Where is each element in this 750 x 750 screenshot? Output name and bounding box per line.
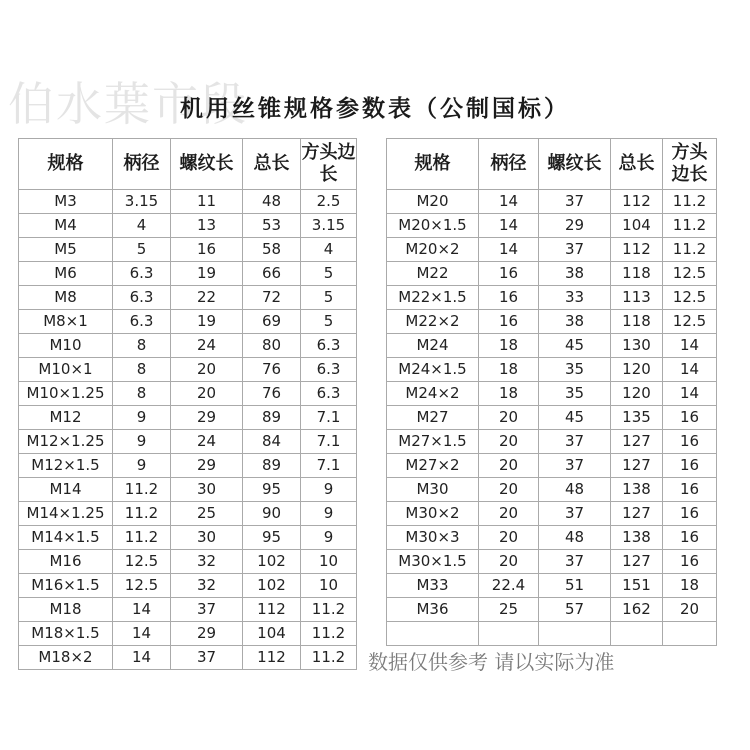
cell-thread-length: 45 — [539, 406, 611, 430]
cell-shank-diameter: 8 — [113, 358, 171, 382]
cell-thread-length: 57 — [539, 598, 611, 622]
cell-shank-diameter: 18 — [479, 334, 539, 358]
cell-total-length: 90 — [243, 502, 301, 526]
cell-spec: M22×1.5 — [387, 286, 479, 310]
cell-shank-diameter: 3.15 — [113, 190, 171, 214]
cell-total-length: 151 — [611, 574, 663, 598]
cell-spec: M6 — [19, 262, 113, 286]
cell-shank-diameter: 14 — [113, 646, 171, 670]
cell-thread-length: 30 — [171, 478, 243, 502]
cell-thread-length: 11 — [171, 190, 243, 214]
cell-thread-length: 16 — [171, 238, 243, 262]
cell-shank-diameter: 6.3 — [113, 310, 171, 334]
cell-shank-diameter: 9 — [113, 454, 171, 478]
cell-spec — [387, 622, 479, 646]
table-row — [387, 550, 717, 574]
cell-total-length: 127 — [611, 430, 663, 454]
cell-spec: M30×1.5 — [387, 550, 479, 574]
cell-square-side: 5 — [301, 262, 357, 286]
cell-spec: M24 — [387, 334, 479, 358]
cell-spec: M14×1.25 — [19, 502, 113, 526]
cell-square-side: 11.2 — [663, 238, 717, 262]
table-row — [387, 214, 717, 238]
cell-shank-diameter — [479, 622, 539, 646]
cell-square-side: 7.1 — [301, 430, 357, 454]
table-row — [387, 478, 717, 502]
disclaimer-note: 数据仅供参考 请以实际为准 — [368, 650, 615, 674]
header-spec: 规格 — [387, 139, 479, 190]
table-row — [19, 262, 357, 286]
cell-shank-diameter: 20 — [479, 430, 539, 454]
cell-spec: M10×1 — [19, 358, 113, 382]
table-row — [387, 334, 717, 358]
cell-thread-length: 33 — [539, 286, 611, 310]
cell-shank-diameter: 20 — [479, 406, 539, 430]
cell-spec: M30×2 — [387, 502, 479, 526]
cell-thread-length: 35 — [539, 358, 611, 382]
cell-shank-diameter: 11.2 — [113, 502, 171, 526]
cell-total-length: 138 — [611, 478, 663, 502]
cell-thread-length: 45 — [539, 334, 611, 358]
cell-shank-diameter: 8 — [113, 382, 171, 406]
header-total-length: 总长 — [243, 139, 301, 190]
cell-thread-length: 37 — [171, 598, 243, 622]
cell-square-side: 10 — [301, 574, 357, 598]
cell-spec: M24×1.5 — [387, 358, 479, 382]
cell-spec: M18 — [19, 598, 113, 622]
table-row — [387, 358, 717, 382]
cell-thread-length: 19 — [171, 262, 243, 286]
cell-square-side: 11.2 — [301, 622, 357, 646]
cell-total-length: 112 — [243, 598, 301, 622]
cell-thread-length: 30 — [171, 526, 243, 550]
cell-spec: M10 — [19, 334, 113, 358]
table-row — [387, 262, 717, 286]
cell-spec: M27×2 — [387, 454, 479, 478]
cell-thread-length: 48 — [539, 526, 611, 550]
cell-spec: M14 — [19, 478, 113, 502]
table-row — [19, 406, 357, 430]
cell-total-length: 127 — [611, 550, 663, 574]
cell-spec: M30×3 — [387, 526, 479, 550]
cell-shank-diameter: 9 — [113, 430, 171, 454]
cell-thread-length: 32 — [171, 574, 243, 598]
cell-thread-length: 29 — [171, 406, 243, 430]
cell-square-side: 9 — [301, 502, 357, 526]
cell-total-length: 95 — [243, 526, 301, 550]
cell-thread-length — [539, 622, 611, 646]
cell-shank-diameter: 14 — [113, 598, 171, 622]
table-row — [19, 502, 357, 526]
cell-shank-diameter: 9 — [113, 406, 171, 430]
cell-shank-diameter: 6.3 — [113, 262, 171, 286]
cell-spec: M10×1.25 — [19, 382, 113, 406]
cell-total-length: 84 — [243, 430, 301, 454]
cell-square-side: 11.2 — [663, 190, 717, 214]
cell-thread-length: 20 — [171, 382, 243, 406]
cell-thread-length: 24 — [171, 334, 243, 358]
cell-square-side: 16 — [663, 550, 717, 574]
table-row — [19, 550, 357, 574]
cell-spec: M27×1.5 — [387, 430, 479, 454]
cell-shank-diameter: 20 — [479, 550, 539, 574]
cell-thread-length: 37 — [171, 646, 243, 670]
cell-spec: M12×1.25 — [19, 430, 113, 454]
cell-square-side: 16 — [663, 526, 717, 550]
table-row — [19, 478, 357, 502]
cell-total-length — [611, 622, 663, 646]
cell-square-side: 16 — [663, 406, 717, 430]
cell-total-length: 66 — [243, 262, 301, 286]
cell-square-side: 18 — [663, 574, 717, 598]
watermark-text: 伯水葉市段 — [8, 77, 248, 131]
cell-total-length: 118 — [611, 310, 663, 334]
table-row — [387, 574, 717, 598]
cell-spec: M30 — [387, 478, 479, 502]
cell-total-length: 162 — [611, 598, 663, 622]
cell-total-length: 102 — [243, 574, 301, 598]
table-row — [19, 358, 357, 382]
cell-spec: M8 — [19, 286, 113, 310]
cell-spec: M20×1.5 — [387, 214, 479, 238]
cell-total-length: 130 — [611, 334, 663, 358]
cell-total-length: 135 — [611, 406, 663, 430]
table-row — [19, 382, 357, 406]
cell-shank-diameter: 20 — [479, 526, 539, 550]
cell-total-length: 48 — [243, 190, 301, 214]
table-row — [387, 454, 717, 478]
cell-shank-diameter: 16 — [479, 262, 539, 286]
cell-shank-diameter: 12.5 — [113, 574, 171, 598]
cell-square-side: 7.1 — [301, 454, 357, 478]
cell-total-length: 112 — [611, 238, 663, 262]
cell-spec: M16×1.5 — [19, 574, 113, 598]
cell-total-length: 104 — [243, 622, 301, 646]
table-row — [19, 334, 357, 358]
cell-thread-length: 48 — [539, 478, 611, 502]
cell-square-side: 7.1 — [301, 406, 357, 430]
cell-spec: M4 — [19, 214, 113, 238]
cell-square-side: 11.2 — [301, 598, 357, 622]
cell-square-side: 9 — [301, 526, 357, 550]
table-row — [19, 454, 357, 478]
table-row — [19, 526, 357, 550]
cell-spec: M20×2 — [387, 238, 479, 262]
table-row — [387, 286, 717, 310]
cell-shank-diameter: 16 — [479, 286, 539, 310]
spec-table-right-body — [387, 190, 717, 646]
cell-shank-diameter: 18 — [479, 358, 539, 382]
header-thread-length: 螺纹长 — [539, 139, 611, 190]
cell-total-length: 112 — [611, 190, 663, 214]
cell-thread-length: 37 — [539, 454, 611, 478]
cell-thread-length: 37 — [539, 238, 611, 262]
cell-square-side: 16 — [663, 454, 717, 478]
cell-thread-length: 37 — [539, 502, 611, 526]
cell-total-length: 89 — [243, 454, 301, 478]
cell-spec: M16 — [19, 550, 113, 574]
cell-shank-diameter: 22.4 — [479, 574, 539, 598]
cell-shank-diameter: 8 — [113, 334, 171, 358]
table-row — [19, 622, 357, 646]
cell-thread-length: 37 — [539, 430, 611, 454]
cell-square-side: 14 — [663, 358, 717, 382]
table-header-row — [19, 139, 357, 190]
cell-total-length: 127 — [611, 502, 663, 526]
cell-shank-diameter: 16 — [479, 310, 539, 334]
table-row — [387, 622, 717, 646]
cell-spec: M27 — [387, 406, 479, 430]
cell-thread-length: 13 — [171, 214, 243, 238]
cell-total-length: 58 — [243, 238, 301, 262]
cell-square-side: 4 — [301, 238, 357, 262]
cell-shank-diameter: 6.3 — [113, 286, 171, 310]
spec-table-left — [18, 138, 357, 670]
cell-square-side: 6.3 — [301, 334, 357, 358]
cell-spec: M18×2 — [19, 646, 113, 670]
cell-square-side: 14 — [663, 382, 717, 406]
cell-total-length: 69 — [243, 310, 301, 334]
header-square-side: 方头边长 — [301, 139, 357, 190]
header-square-side: 方头边长 — [663, 139, 717, 190]
cell-shank-diameter: 4 — [113, 214, 171, 238]
table-row — [19, 238, 357, 262]
cell-square-side: 20 — [663, 598, 717, 622]
table-row — [19, 286, 357, 310]
cell-thread-length: 24 — [171, 430, 243, 454]
cell-thread-length: 32 — [171, 550, 243, 574]
cell-spec: M33 — [387, 574, 479, 598]
cell-total-length: 127 — [611, 454, 663, 478]
cell-shank-diameter: 14 — [479, 238, 539, 262]
spec-table-right — [386, 138, 717, 646]
cell-shank-diameter: 20 — [479, 478, 539, 502]
cell-thread-length: 29 — [171, 454, 243, 478]
cell-spec: M3 — [19, 190, 113, 214]
cell-square-side: 5 — [301, 310, 357, 334]
cell-spec: M22×2 — [387, 310, 479, 334]
cell-spec: M20 — [387, 190, 479, 214]
cell-total-length: 72 — [243, 286, 301, 310]
cell-thread-length: 38 — [539, 310, 611, 334]
cell-total-length: 120 — [611, 358, 663, 382]
cell-thread-length: 22 — [171, 286, 243, 310]
table-row — [19, 598, 357, 622]
table-row — [19, 214, 357, 238]
cell-square-side: 12.5 — [663, 286, 717, 310]
cell-spec: M22 — [387, 262, 479, 286]
table-row — [387, 310, 717, 334]
cell-total-length: 76 — [243, 382, 301, 406]
table-row — [387, 430, 717, 454]
cell-shank-diameter: 11.2 — [113, 526, 171, 550]
cell-square-side — [663, 622, 717, 646]
cell-square-side: 12.5 — [663, 310, 717, 334]
cell-square-side: 12.5 — [663, 262, 717, 286]
cell-shank-diameter: 11.2 — [113, 478, 171, 502]
cell-total-length: 53 — [243, 214, 301, 238]
cell-spec: M8×1 — [19, 310, 113, 334]
table-row — [19, 646, 357, 670]
cell-spec: M12×1.5 — [19, 454, 113, 478]
cell-thread-length: 38 — [539, 262, 611, 286]
cell-spec: M5 — [19, 238, 113, 262]
table-row — [387, 598, 717, 622]
cell-thread-length: 35 — [539, 382, 611, 406]
table-row — [19, 190, 357, 214]
cell-total-length: 104 — [611, 214, 663, 238]
cell-square-side: 6.3 — [301, 358, 357, 382]
cell-square-side: 11.2 — [301, 646, 357, 670]
cell-shank-diameter: 14 — [113, 622, 171, 646]
table-row — [387, 406, 717, 430]
cell-thread-length: 29 — [171, 622, 243, 646]
cell-square-side: 10 — [301, 550, 357, 574]
cell-square-side: 9 — [301, 478, 357, 502]
cell-square-side: 16 — [663, 502, 717, 526]
page-title: 机用丝锥规格参数表（公制国标） — [180, 96, 570, 122]
table-row — [387, 502, 717, 526]
cell-total-length: 80 — [243, 334, 301, 358]
cell-shank-diameter: 14 — [479, 190, 539, 214]
cell-total-length: 112 — [243, 646, 301, 670]
cell-thread-length: 19 — [171, 310, 243, 334]
cell-shank-diameter: 14 — [479, 214, 539, 238]
cell-total-length: 95 — [243, 478, 301, 502]
cell-square-side: 16 — [663, 430, 717, 454]
table-row — [19, 574, 357, 598]
table-row — [387, 238, 717, 262]
table-row — [19, 310, 357, 334]
cell-spec: M24×2 — [387, 382, 479, 406]
cell-total-length: 120 — [611, 382, 663, 406]
cell-thread-length: 37 — [539, 190, 611, 214]
cell-total-length: 76 — [243, 358, 301, 382]
cell-spec: M14×1.5 — [19, 526, 113, 550]
cell-thread-length: 20 — [171, 358, 243, 382]
table-row — [387, 382, 717, 406]
header-spec: 规格 — [19, 139, 113, 190]
cell-square-side: 16 — [663, 478, 717, 502]
cell-thread-length: 29 — [539, 214, 611, 238]
cell-shank-diameter: 5 — [113, 238, 171, 262]
cell-total-length: 138 — [611, 526, 663, 550]
cell-shank-diameter: 18 — [479, 382, 539, 406]
cell-square-side: 6.3 — [301, 382, 357, 406]
cell-total-length: 102 — [243, 550, 301, 574]
cell-thread-length: 25 — [171, 502, 243, 526]
header-thread-length: 螺纹长 — [171, 139, 243, 190]
cell-shank-diameter: 12.5 — [113, 550, 171, 574]
header-shank-diameter: 柄径 — [113, 139, 171, 190]
table-row — [19, 430, 357, 454]
cell-total-length: 89 — [243, 406, 301, 430]
cell-shank-diameter: 25 — [479, 598, 539, 622]
header-shank-diameter: 柄径 — [479, 139, 539, 190]
cell-spec: M36 — [387, 598, 479, 622]
table-header-row — [387, 139, 717, 190]
table-row — [387, 190, 717, 214]
cell-spec: M12 — [19, 406, 113, 430]
cell-total-length: 118 — [611, 262, 663, 286]
cell-square-side: 5 — [301, 286, 357, 310]
cell-total-length: 113 — [611, 286, 663, 310]
cell-shank-diameter: 20 — [479, 454, 539, 478]
table-row — [387, 526, 717, 550]
cell-thread-length: 37 — [539, 550, 611, 574]
cell-square-side: 11.2 — [663, 214, 717, 238]
cell-square-side: 2.5 — [301, 190, 357, 214]
cell-square-side: 3.15 — [301, 214, 357, 238]
cell-shank-diameter: 20 — [479, 502, 539, 526]
header-total-length: 总长 — [611, 139, 663, 190]
cell-square-side: 14 — [663, 334, 717, 358]
cell-spec: M18×1.5 — [19, 622, 113, 646]
spec-table-left-body — [19, 190, 357, 670]
cell-thread-length: 51 — [539, 574, 611, 598]
